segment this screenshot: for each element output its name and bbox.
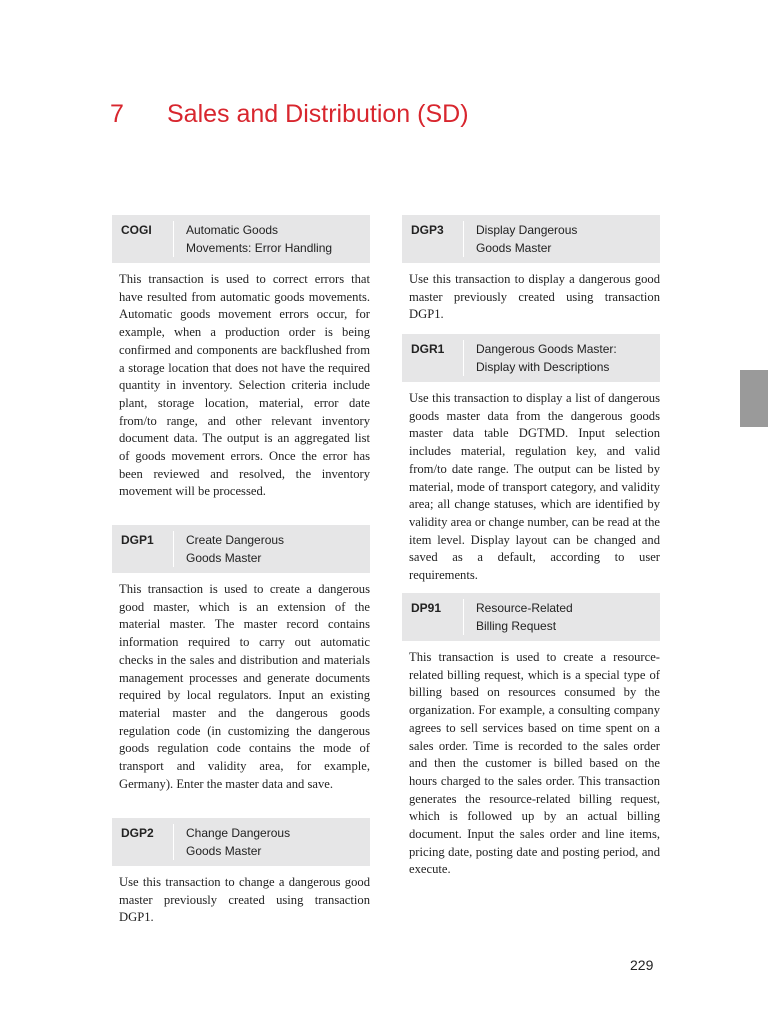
entry-header bbox=[402, 593, 660, 641]
entry-header bbox=[402, 215, 660, 263]
transaction-name: Dangerous Goods Master: Display with Descriptions bbox=[476, 342, 617, 374]
entry-dgp1 bbox=[112, 525, 370, 806]
entry-header bbox=[112, 215, 370, 263]
entry-dp91 bbox=[402, 593, 660, 892]
chapter-number: 7 bbox=[110, 100, 124, 128]
transaction-description: Use this transaction to change a dangerous good master previously created using transaction DGP1. bbox=[119, 875, 370, 925]
entry-dgp3 bbox=[402, 215, 660, 337]
transaction-description: This transaction is used to create a dangerous good master, which is an extension of the material master. The master record contains information required to carry out automatic checks in the sales and distribution and materials management processes and generate documents required by local regulators. Input an existing material master and the dangerous goods regulation code (in customizing the dangerous goods regulation code contains the mode of transport and validity area, for example, Germany). Enter the master data and save. bbox=[119, 582, 370, 791]
transaction-code: DP91 bbox=[402, 599, 464, 635]
chapter-title-text: Sales and Distribution (SD) bbox=[167, 100, 469, 128]
chapter-title bbox=[110, 100, 469, 129]
entry-header bbox=[402, 334, 660, 382]
transaction-name: Display Dangerous Goods Master bbox=[476, 223, 578, 255]
transaction-description: Use this transaction to display a list of dangerous goods master data from the dangerous goods master data table DGTMD. Input selection includes material, regulation key, and valid from/to date range. The output can be listed by material, mode of transport category, and validity area; all change statuses, which are identified by validity area or change number, can be read at the item level. Display layout can be changed and saved as a default, according to user requirements. bbox=[409, 391, 660, 583]
transaction-code: DGP2 bbox=[112, 824, 174, 860]
transaction-description: This transaction is used to correct errors that have resulted from automatic goods movements. Automatic goods movement errors occur, for example, when a production order is being confirmed and components are backflushed from a storage location that does not have the required quantity in inventory. Selection criteria include plant, storage location, material, error date from/to range, and other relevant inventory document data. The output is an aggregated list of goods movement errors. Once the error has been reviewed and resolved, the inventory movement will be processed. bbox=[119, 272, 370, 499]
page-number: 229 bbox=[630, 957, 654, 973]
entry-header bbox=[112, 818, 370, 866]
entry-cogi bbox=[112, 215, 370, 514]
transaction-name: Resource-Related Billing Request bbox=[476, 601, 573, 633]
transaction-code: DGP3 bbox=[402, 221, 464, 257]
chapter-side-tab bbox=[740, 370, 768, 427]
transaction-name: Automatic Goods Movements: Error Handling bbox=[186, 223, 333, 255]
entry-dgr1 bbox=[402, 334, 660, 597]
transaction-name: Create Dangerous Goods Master bbox=[186, 533, 285, 565]
transaction-description: This transaction is used to create a resource-related billing request, which is a special type of billing based on resources consumed by the organization. For example, a consulting company agrees to sell services based on time spent on a sales order. Time is recorded to the sales order and then the customer is billed based on the hours charged to the sales order. This transaction generates the resource-related billing request, which is followed up by an actual billing document. Input the sales order and line items, pricing date, posting date and posting period, and execute. bbox=[409, 650, 660, 877]
transaction-description: Use this transaction to display a dangerous good master previously created using transaction DGP1. bbox=[409, 272, 660, 322]
entry-header bbox=[112, 525, 370, 573]
transaction-code: COGI bbox=[112, 221, 174, 257]
entry-dgp2 bbox=[112, 818, 370, 940]
transaction-name: Change Dangerous Goods Master bbox=[186, 826, 291, 858]
transaction-code: DGR1 bbox=[402, 340, 464, 376]
transaction-code: DGP1 bbox=[112, 531, 174, 567]
